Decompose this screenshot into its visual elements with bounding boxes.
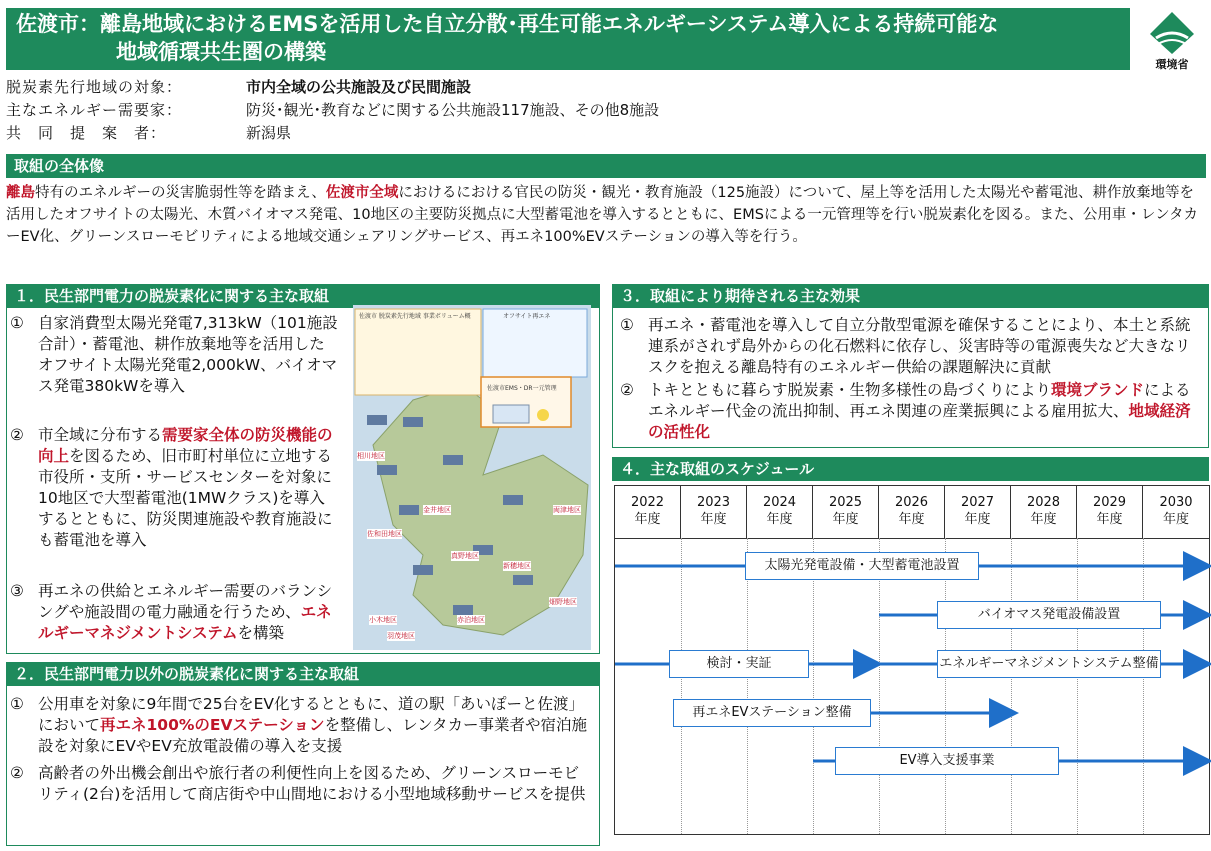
section-3-heading: ３．取組により期待される主な効果 [612, 284, 1209, 308]
task-ev-station: 再エネEVステーション整備 [673, 699, 871, 727]
target-value: 市内全域の公共施設及び民間施設 [246, 78, 472, 96]
map-area-label: 羽茂地区 [387, 632, 415, 640]
sado-map-illustration [353, 305, 591, 650]
overview-heading: 取組の全体像 [6, 154, 1206, 178]
overview-red-2: 佐渡市全域 [325, 185, 399, 201]
item-text: 再エネ・蓄電池を導入して自立分散型電源を確保することにより、本土と系統連系がされず島外からの化石燃料に依存し、災害時等の電源喪失など大きなリスクを抱える離島特有のエネルギー供給の課題解決に貢献 [648, 316, 1191, 376]
title-line-1: 佐渡市：離島地域におけるEMSを活用した自立分散･再生可能エネルギーシステム導入による持続可能な [16, 12, 999, 36]
item-number: ① [10, 314, 24, 332]
year-header: 2022 年度 [615, 486, 681, 538]
item-text-pre: 公用車を対象に9年間で25台をEV化するとともに、道の駅「あいぽーと佐渡」において [38, 695, 584, 734]
section-4-heading: ４．主な取組のスケジュール [612, 457, 1209, 481]
item-text-post: を構築 [237, 624, 285, 642]
item-text-pre: トキとともに暮らす脱炭素・生物多様性の島づくりにより [648, 381, 1052, 399]
year-header: 2029 年度 [1077, 486, 1143, 538]
year-header: 2024 年度 [747, 486, 813, 538]
item-text-pre: 市全域に分布する [38, 426, 163, 444]
item-number: ② [10, 764, 24, 782]
section-2-heading: ２．民生部門電力以外の脱炭素化に関する主な取組 [6, 662, 600, 686]
task-solar: 太陽光発電設備・大型蓄電池設置 [745, 552, 979, 580]
task-ev-support: EV導入支援事業 [835, 747, 1059, 775]
map-area-label: 佐和田地区 [367, 530, 402, 538]
title-line-2: 地域循環共生圏の構築 [116, 40, 326, 64]
map-area-label: 相川地区 [357, 452, 385, 460]
item-text: 自家消費型太陽光発電7,313kW（101施設合計）・蓄電池、耕作放棄地等を活用したオフサイト太陽光発電2,000kW、バイオマス発電380kWを導入 [38, 314, 338, 395]
item-text-red: 需要家全体の防災機能の向上 [38, 426, 333, 465]
map-area-label: 赤泊地区 [457, 616, 485, 624]
item-number: ③ [10, 582, 24, 600]
year-header: 2030 年度 [1159, 495, 1193, 527]
overview-text [6, 182, 1206, 248]
target-line [6, 76, 471, 98]
section-1-item-2 [10, 425, 340, 551]
demand-line [6, 99, 659, 121]
ministry-logo [1140, 8, 1204, 70]
target-label: 脱炭素先行地域の対象： [6, 78, 183, 96]
task-ems: エネルギーマネジメントシステム整備 [937, 650, 1161, 678]
map-offsite-label: オフサイト再エネ [503, 313, 551, 320]
section-1-heading: １．民生部門電力の脱炭素化に関する主な取組 [6, 284, 600, 308]
demand-label: 主なエネルギー需要家： [6, 101, 183, 119]
map-area-label: 両津地区 [553, 506, 581, 514]
section-2-item-2 [10, 763, 590, 805]
partner-line [6, 122, 291, 144]
item-text-red: 再エネ100%のEVステーション [100, 716, 325, 734]
partner-value: 新潟県 [246, 124, 292, 142]
item-number: ① [10, 695, 24, 713]
section-1-item-1 [10, 313, 340, 397]
map-area-label: 真野地区 [451, 552, 479, 560]
item-number: ② [10, 426, 24, 444]
logo-text: 環境省 [1155, 58, 1189, 71]
section-3-item-2 [620, 380, 1200, 443]
item-number: ② [620, 381, 634, 399]
section-1-item-3 [10, 581, 340, 644]
map-area-label: 新穂地区 [503, 562, 531, 570]
item-text-red-2: 地域経済の活性化 [648, 402, 1191, 441]
map-area-label: 金井地区 [423, 506, 451, 514]
year-header: 2023 年度 [681, 486, 747, 538]
map-area-label: 畑野地区 [549, 598, 577, 606]
map-ems-label: 佐渡市EMS・DR一元管理 [487, 385, 557, 392]
item-text: 高齢者の外出機会創出や旅行者の利便性向上を図るため、グリーンスローモビリティ(2台)を活用して商店街や中山間地における小型地域移動サービスを提供 [38, 764, 586, 803]
map-legend-title: 佐渡市 脱炭素先行地域 事業ボリューム概 [359, 313, 471, 320]
partner-label: 共 同 提 案 者： [6, 124, 167, 142]
year-header: 2025 年度 [813, 486, 879, 538]
demand-value: 防災･観光･教育などに関する公共施設117施設、その他8施設 [246, 101, 660, 119]
overview-red-1: 離島 [6, 185, 35, 201]
page-title [6, 8, 1130, 70]
overview-text-1: 特有のエネルギーの災害脆弱性等を踏まえ、 [35, 185, 326, 201]
task-verify: 検討・実証 [669, 650, 809, 678]
year-header: 2028 年度 [1011, 486, 1077, 538]
year-header: 2027 年度 [945, 486, 1011, 538]
section-2-item-1 [10, 694, 590, 757]
task-biomass: バイオマス発電設備設置 [937, 601, 1161, 629]
item-text-post: を整備し、レンタカー事業者や宿泊施設を対象にEVやEV充放電設備の導入を支援 [38, 716, 588, 755]
item-text-pre: 再エネの供給とエネルギー需要のバランシングや施設間の電力融通を行うため、 [38, 582, 333, 621]
map-area-label: 小木地区 [369, 616, 397, 624]
item-number: ① [620, 316, 634, 334]
item-text-red: エネルギーマネジメントシステム [38, 603, 332, 642]
section-3-item-1 [620, 315, 1200, 378]
item-text-red: 環境ブランド [1051, 381, 1145, 399]
schedule-table [614, 485, 1210, 835]
item-text-post: を図るため、旧市町村単位に立地する市役所・支所・サービスセンターを対象に10地区で大型蓄電池(1MWクラス)を導入するとともに、防災関連施設や教育施設にも蓄電池を導入 [38, 447, 333, 549]
item-text-mid: によるエネルギー代金の流出抑制、再エネ関連の産業振興による雇用拡大、 [648, 381, 1191, 420]
ministry-logo-icon [1140, 8, 1204, 56]
year-header: 2026 年度 [879, 486, 945, 538]
overview-text-2: におけるにおける官民の防災・観光・教育施設（125施設）について、屋上等を活用した太陽光や蓄電池、耕作放棄地等を活用したオフサイトの太陽光、木質バイオマス発電、10地区の主要防災拠点に大型蓄電池を導入するとともに、EMSによる一元管理等を行い脱炭素化を図る。また、公用車・レンタカーEV化、グリーンスローモビリティによる地域交通シェアリングサービス、再エネ100%EVステーションの導入等を行う。 [6, 185, 1198, 245]
